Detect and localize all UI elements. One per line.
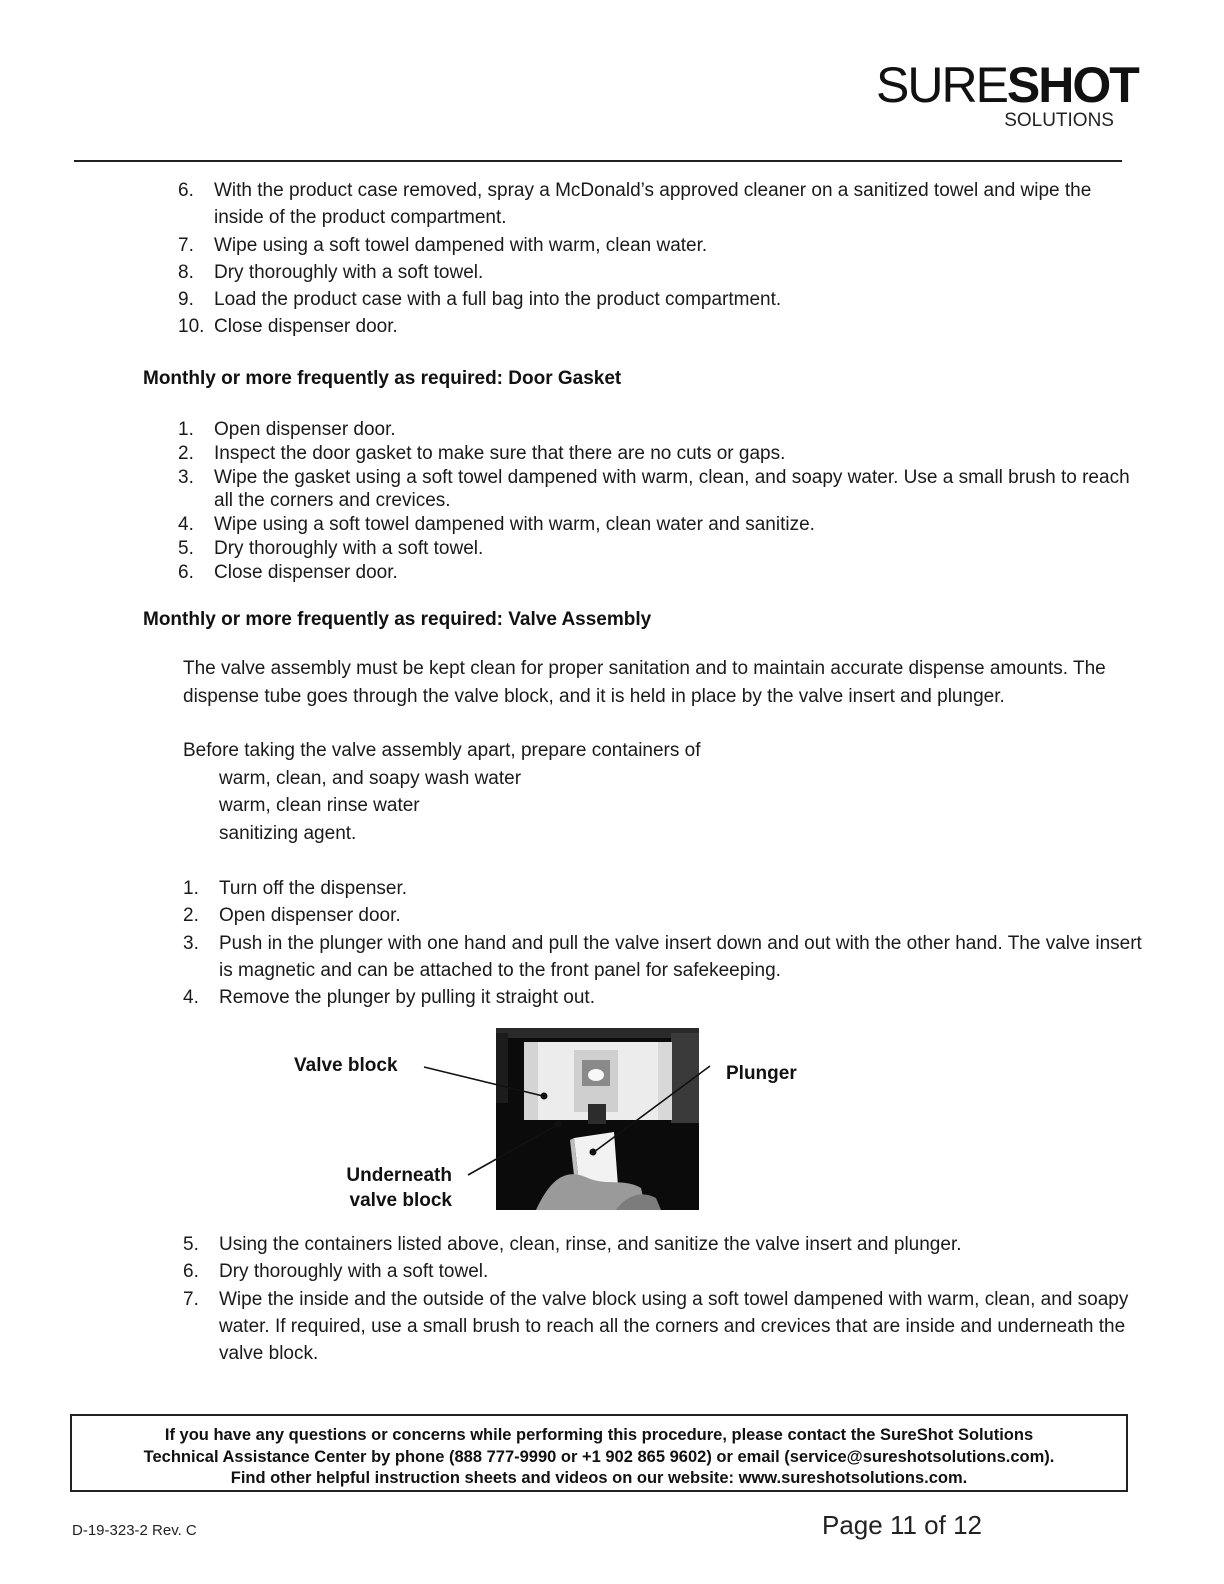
step-text: Open dispenser door.: [214, 419, 396, 440]
step-text: Load the product case with a full bag into the product compartment.: [214, 289, 782, 311]
prep-intro: Before taking the valve assembly apart, prepare containers of: [183, 740, 701, 761]
step-text: Wipe the gasket using a soft towel dampened with warm, clean, and soapy water. Use a small brush to reach all the corners and crevices.: [214, 466, 1130, 512]
list-item: [178, 561, 1138, 585]
valve-block-label: Valve block: [294, 1055, 398, 1076]
step-number: 1.: [178, 419, 194, 440]
logo-wordmark-shot: SHOT: [1006, 57, 1138, 113]
page-number: Page 11 of 12: [822, 1510, 982, 1540]
step-text: Wipe the inside and the outside of the valve block using a soft towel dampened with warm, clean, and soapy water. If required, use a small brush to reach all the corners and crevices that are inside and underneath the valve block.: [219, 1288, 1129, 1365]
valve-steps-part-a: [183, 875, 1143, 1011]
prep-containers-block: [183, 737, 1163, 847]
step-number: 6.: [178, 561, 194, 583]
prep-item: sanitizing agent.: [219, 822, 357, 844]
step-text: Inspect the door gasket to make sure that there are no cuts or gaps.: [214, 442, 786, 464]
step-number: 3.: [183, 932, 199, 954]
step-text: Dry thoroughly with a soft towel.: [214, 537, 484, 559]
list-item: [183, 875, 1143, 902]
step-text: Remove the plunger by pulling it straight out.: [219, 987, 595, 1009]
step-text: Using the containers listed above, clean, rinse, and sanitize the valve insert and plunger.: [219, 1234, 962, 1255]
step-text: Dry thoroughly with a soft towel.: [219, 1261, 489, 1283]
valve-assembly-intro: The valve assembly must be kept clean for proper sanitation and to maintain accurate dispense amounts. The dispense tube goes through the valve block, and it is held in place by the valve insert and plunger.: [183, 658, 1106, 707]
logo-wordmark-sure: SURE: [876, 57, 1007, 113]
step-number: 1.: [183, 878, 199, 899]
step-number: 3.: [178, 466, 194, 488]
contact-info-box: [70, 1414, 1128, 1492]
step-text: Push in the plunger with one hand and pull the valve insert down and out with the other hand. The valve insert is magnetic and can be attached to the front panel for safekeeping.: [219, 932, 1142, 981]
list-item: [178, 232, 1138, 259]
step-number: 4.: [183, 987, 199, 1009]
list-item: [178, 442, 1138, 466]
plunger-label: Plunger: [726, 1063, 797, 1084]
logo-wordmark: [876, 57, 1138, 113]
list-item: [178, 537, 1138, 561]
step-number: 2.: [178, 442, 194, 464]
list-item: [178, 177, 1138, 232]
list-item: [183, 902, 1143, 929]
list-item: [178, 418, 1138, 442]
step-text: Close dispenser door.: [214, 561, 398, 583]
contact-line-1: If you have any questions or concerns while performing this procedure, please contact the SureShot Solutions: [164, 1426, 1034, 1444]
sureshot-logo: [876, 57, 1138, 131]
step-number: 10.: [178, 316, 205, 338]
step-number: 7.: [183, 1288, 199, 1310]
underneath-label-line2: valve block: [349, 1190, 452, 1211]
list-item: [178, 259, 1138, 286]
list-item: [178, 313, 1138, 340]
header-divider: [74, 160, 1122, 162]
step-number: 5.: [178, 537, 194, 559]
step-text: Close dispenser door.: [214, 316, 398, 338]
document-id: D-19-323-2 Rev. C: [72, 1522, 197, 1539]
step-number: 9.: [178, 289, 194, 311]
underneath-valve-block-label: [300, 1163, 452, 1213]
step-number: 7.: [178, 234, 194, 256]
prep-item: warm, clean rinse water: [219, 795, 420, 816]
step-text: Turn off the dispenser.: [219, 878, 408, 899]
step-text: Dry thoroughly with a soft towel.: [214, 261, 484, 283]
step-number: 4.: [178, 514, 194, 536]
valve-assembly-heading: Monthly or more frequently as required: Valve Assembly: [143, 609, 652, 630]
list-item: [183, 930, 1143, 985]
prep-item: warm, clean, and soapy wash water: [219, 767, 522, 789]
step-number: 2.: [183, 905, 199, 927]
contact-line-2: Technical Assistance Center by phone (888 777-9990 or +1 902 865 9602) or email (service@sureshotsolutions.com).: [143, 1447, 1055, 1466]
step-text: With the product case removed, spray a McDonald’s approved cleaner on a sanitized towel and wipe the inside of the product compartment.: [214, 180, 1092, 229]
list-item: [183, 1286, 1143, 1368]
step-text: Wipe using a soft towel dampened with warm, clean water.: [214, 234, 708, 256]
valve-assembly-photo: [496, 1028, 699, 1210]
list-item: [178, 513, 1138, 537]
door-gasket-heading: Monthly or more frequently as required: Door Gasket: [143, 368, 622, 389]
list-item: [178, 466, 1138, 514]
door-gasket-steps: [178, 418, 1138, 585]
step-number: 5.: [183, 1234, 199, 1255]
list-item: [183, 1231, 1143, 1258]
list-item: [178, 286, 1138, 313]
step-number: 6.: [183, 1261, 199, 1283]
contact-line-3: Find other helpful instruction sheets and videos on our website: www.sureshotsolutions.com.: [230, 1469, 968, 1487]
step-number: 8.: [178, 261, 194, 283]
underneath-label-line1: Underneath: [346, 1165, 452, 1186]
continued-steps-list: [178, 177, 1138, 341]
step-text: Open dispenser door.: [219, 905, 401, 927]
valve-assembly-illustration: [496, 1028, 699, 1210]
step-text: Wipe using a soft towel dampened with warm, clean water and sanitize.: [214, 514, 815, 536]
list-item: [183, 984, 1143, 1011]
valve-steps-part-b: [183, 1231, 1143, 1367]
step-number: 6.: [178, 180, 194, 201]
list-item: [183, 1258, 1143, 1285]
logo-subtitle: SOLUTIONS: [1004, 110, 1114, 131]
